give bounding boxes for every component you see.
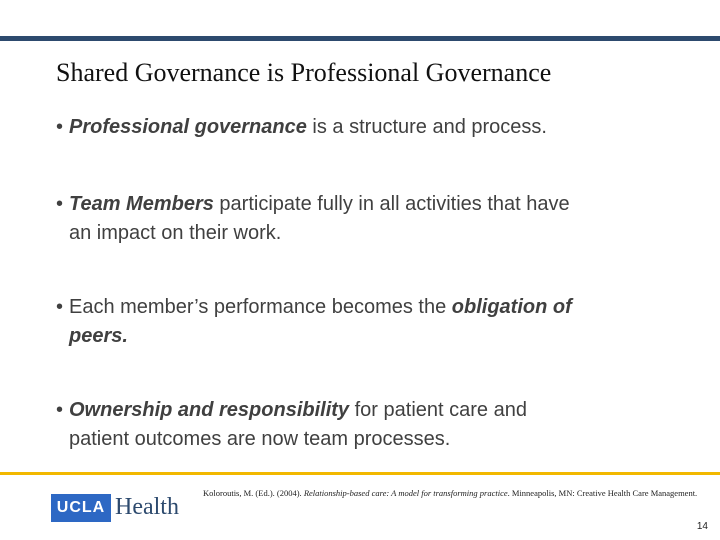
bullet-text: participate fully in all activities that have (213, 193, 570, 215)
citation (203, 488, 713, 498)
bullet-dot-icon: • (56, 116, 64, 138)
ucla-health-logo (51, 493, 179, 522)
slide-title: Shared Governance is Professional Governance (56, 58, 552, 87)
bullet-text: patient outcomes are now team processes. (69, 428, 451, 450)
bullet-text: for patient care and (349, 399, 527, 421)
bullet-item (56, 190, 696, 248)
bullet-dot-icon: • (56, 193, 64, 215)
bullet-dot-icon: • (56, 399, 64, 421)
bullet-emphasis: Ownership and responsibility (69, 399, 350, 421)
bullet-emphasis: obligation of (451, 296, 572, 318)
page-number: 14 (696, 521, 708, 532)
citation-publisher: . Minneapolis, MN: Creative Health Care Management. (507, 488, 698, 498)
bottom-divider-bar (0, 472, 720, 475)
bullet-emphasis: peers. (69, 325, 128, 347)
citation-book-title: Relationship-based care: A model for transforming practice (303, 488, 508, 498)
bullet-dot-icon: • (56, 296, 64, 318)
bullet-item (56, 293, 696, 351)
bullet-text: an impact on their work. (69, 222, 282, 244)
bullet-text: Each member’s performance becomes the (69, 296, 452, 318)
bullet-item (56, 396, 696, 454)
citation-author: Koloroutis, M. (Ed.). (2004). (203, 488, 304, 498)
bullet-emphasis: Professional governance (69, 116, 307, 138)
logo-box: UCLA (51, 494, 111, 522)
logo-word: Health (115, 494, 179, 520)
bullet-text: is a structure and process. (306, 116, 547, 138)
top-divider-bar (0, 36, 720, 41)
bullet-list (56, 113, 696, 454)
bullet-emphasis: Team Members (69, 193, 214, 215)
bullet-item (56, 113, 696, 142)
